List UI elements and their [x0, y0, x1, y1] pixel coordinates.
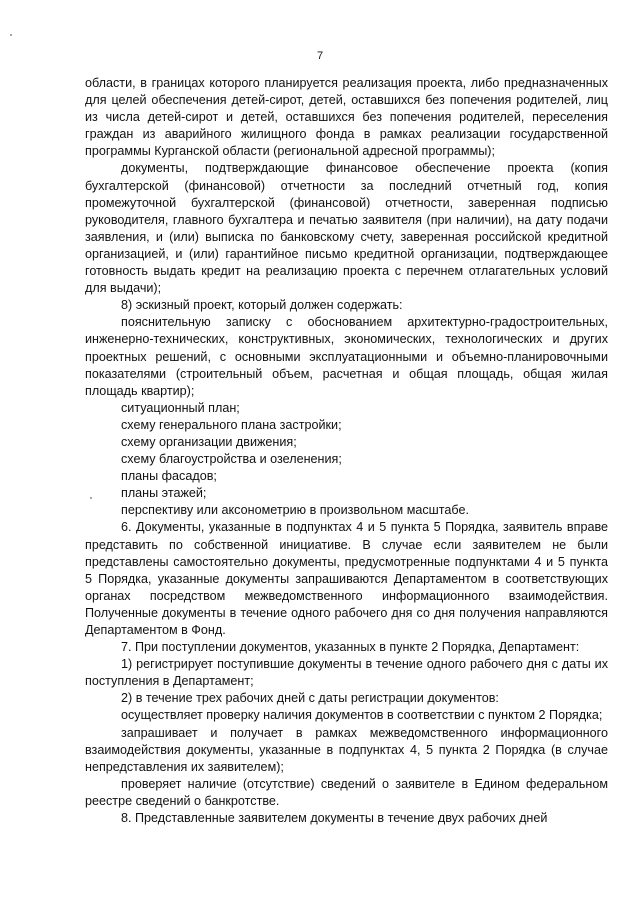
paragraph: 8. Представленные заявителем документы в течение двух рабочих дней — [121, 811, 548, 826]
paragraph: 7. При поступлении документов, указанных в пункте 2 Порядка, Департамент: — [121, 640, 580, 655]
paragraph: 8) эскизный проект, который должен содержать: — [121, 298, 403, 313]
paragraph: области, в границах которого планируется реализация проекта, либо предназначенных для целей обеспечения детей-сирот, детей, оставшихся без попечения родителей, лиц из числа детей-сирот и детей, оставшихся без попечения родителей, переселения граждан из аварийного жилищного фонда в рамках реализации государственной программы Курганской области (региональной адресной программы); — [85, 76, 608, 159]
paragraph: запрашивает и получает в рамках межведомственного информационного взаимодействия документы, указанные в подпунктах 4, 5 пункта 2 Порядка (в случае непредставления их заявителем); — [85, 725, 608, 774]
document-body — [85, 75, 608, 827]
paragraph: проверяет наличие (отсутствие) сведений о заявителе в Едином федеральном реестре сведений о банкротстве. — [85, 776, 608, 808]
paragraph: ситуационный план; — [121, 400, 240, 415]
page-number: 7 — [316, 50, 324, 62]
paragraph: схему благоустройства и озеленения; — [121, 452, 342, 467]
paragraph: 1) регистрирует поступившие документы в течение одного рабочего дня с даты их поступления в Департамент; — [85, 657, 608, 689]
paragraph: схему организации движения; — [121, 434, 297, 449]
paragraph: документы, подтверждающие финансовое обеспечение проекта (копия бухгалтерской (финансовой) отчетности за последний отчетный год, копия промежуточной бухгалтерской (финансовой) отчетности, заверенная подписью руководителя, главного бухгалтера и печатью заявителя (при наличии), на дату подачи заявления, и (или) выписка по банковскому счету, заверенная российской кредитной организацией, и (или) гарантийное письмо кредитной организации, подтверждающее готовность выдать кредит на реализацию проекта с перечнем отлагательных условий для выдачи); — [85, 161, 608, 296]
paragraph: схему генерального плана застройки; — [121, 417, 342, 432]
paragraph: перспективу или аксонометрию в произвольном масштабе. — [121, 503, 469, 518]
paragraph: пояснительную записку с обоснованием архитектурно-градостроительных, инженерно-технических, конструктивных, экономических, технологических и других проектных решений, с основными эксплуатационными и объемно-планировочными показателями (строительный объем, расчетная и общая площадь, общая жилая площадь квартир); — [85, 315, 608, 398]
paragraph: 6. Документы, указанные в подпунктах 4 и 5 пункта 5 Порядка, заявитель вправе представить по собственной инициативе. В случае если заявителем не были представлены самостоятельно документы, предусмотренные подпунктами 4 и 5 пункта 5 Порядка, указанные документы запрашиваются Департаментом в соответствующих органах посредством межведомственного информационного взаимодействия. Полученные документы в течение одного рабочего дня со дня получения направляются Департаментом в Фонд. — [85, 520, 608, 637]
scan-speck — [10, 34, 12, 36]
paragraph: осуществляет проверку наличия документов в соответствии с пунктом 2 Порядка; — [121, 708, 603, 723]
paragraph: 2) в течение трех рабочих дней с даты регистрации документов: — [121, 691, 499, 706]
paragraph: планы этажей; — [121, 486, 207, 501]
scan-speck — [90, 497, 92, 499]
paragraph: планы фасадов; — [121, 469, 217, 484]
